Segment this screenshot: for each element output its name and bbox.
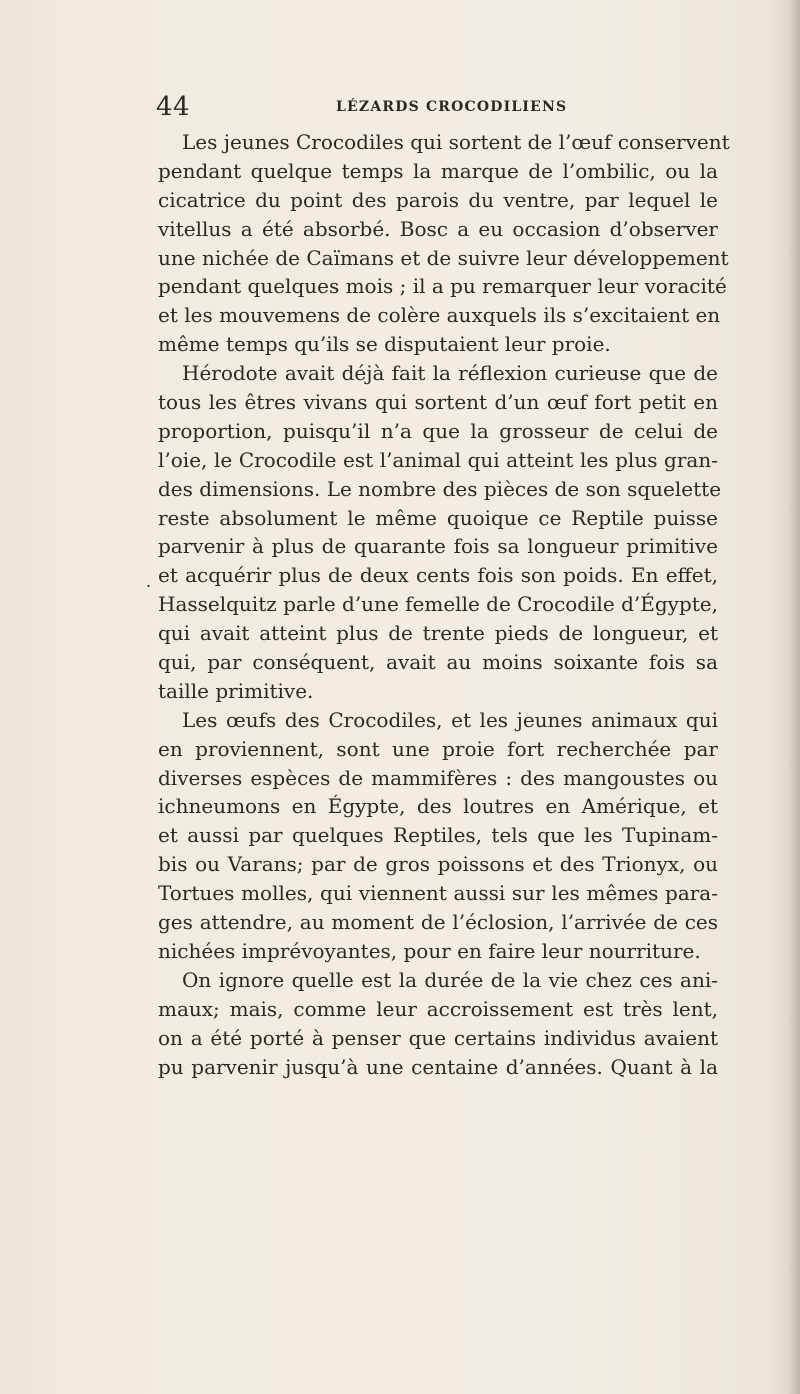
- text-line: et aussi par quelques Reptiles, tels que les Tupinam-: [158, 823, 718, 848]
- text-line: qui avait atteint plus de trente pieds de longueur, et: [158, 621, 718, 646]
- text-line: qui, par conséquent, avait au moins soixante fois sa: [158, 650, 718, 675]
- text-line: même temps qu’ils se disputaient leur proie.: [158, 332, 611, 357]
- running-title: LÉZARDS CROCODILIENS: [336, 99, 568, 115]
- text-line: maux; mais, comme leur accroissement est très lent,: [158, 996, 718, 1021]
- text-line: tous les êtres vivans qui sortent d’un œuf fort petit en: [158, 390, 718, 415]
- text-line: l’oie, le Crocodile est l’animal qui atteint les plus gran-: [158, 447, 718, 472]
- text-line: une nichée de Caïmans et de suivre leur développement: [158, 245, 729, 270]
- text-line: reste absolument le même quoique ce Reptile puisse: [158, 505, 718, 530]
- text-line: ichneumons en Égypte, des loutres en Amérique, et: [158, 794, 718, 819]
- text-line: et acquérir plus de deux cents fois son poids. En effet,: [158, 563, 718, 588]
- text-line: diverses espèces de mammifères : des mangoustes ou: [158, 765, 718, 790]
- text-line: proportion, puisqu’il n’a que la grosseur de celui de: [158, 418, 718, 443]
- text-line: en proviennent, sont une proie fort recherchée par: [158, 736, 718, 761]
- page-number: 44: [156, 92, 191, 122]
- text-line: des dimensions. Le nombre des pièces de son squelette: [158, 476, 722, 501]
- text-line: Hasselquitz parle d’une femelle de Crocodile d’Égypte,: [158, 592, 718, 617]
- text-line: taille primitive.: [158, 678, 314, 703]
- text-line: nichées imprévoyantes, pour en faire leur nourriture.: [158, 938, 701, 963]
- text-line: pendant quelque temps la marque de l’ombilic, ou la: [158, 158, 718, 183]
- text-line: parvenir à plus de quarante fois sa longueur primitive: [158, 534, 718, 559]
- text-line: Tortues molles, qui viennent aussi sur les mêmes para-: [158, 881, 718, 906]
- stray-mark: .: [146, 572, 152, 591]
- text-line: et les mouvemens de colère auxquels ils s’excitaient en: [158, 303, 721, 328]
- text-line: cicatrice du point des parois du ventre, par lequel le: [158, 187, 718, 212]
- text-line: ges attendre, au moment de l’éclosion, l’arrivée de ces: [158, 910, 718, 935]
- page-edge-shadow: [788, 0, 800, 1394]
- text-line: on a été porté à penser que certains individus avaient: [158, 1025, 718, 1050]
- text-line: bis ou Varans; par de gros poissons et des Trionyx, ou: [158, 852, 718, 877]
- text-line: On ignore quelle est la durée de la vie chez ces ani-: [182, 967, 718, 992]
- page-body-text: [158, 128, 730, 1081]
- text-line: pu parvenir jusqu’à une centaine d’années. Quant à la: [158, 1054, 718, 1079]
- text-line: Les jeunes Crocodiles qui sortent de l’œuf conservent: [182, 130, 730, 154]
- page-header: [156, 92, 716, 126]
- text-line: Hérodote avait déjà fait la réflexion curieuse que de: [182, 361, 718, 386]
- text-line: vitellus a été absorbé. Bosc a eu occasion d’observer: [158, 216, 718, 241]
- text-line: Les œufs des Crocodiles, et les jeunes animaux qui: [182, 707, 718, 732]
- text-line: pendant quelques mois ; il a pu remarquer leur voracité: [158, 274, 727, 299]
